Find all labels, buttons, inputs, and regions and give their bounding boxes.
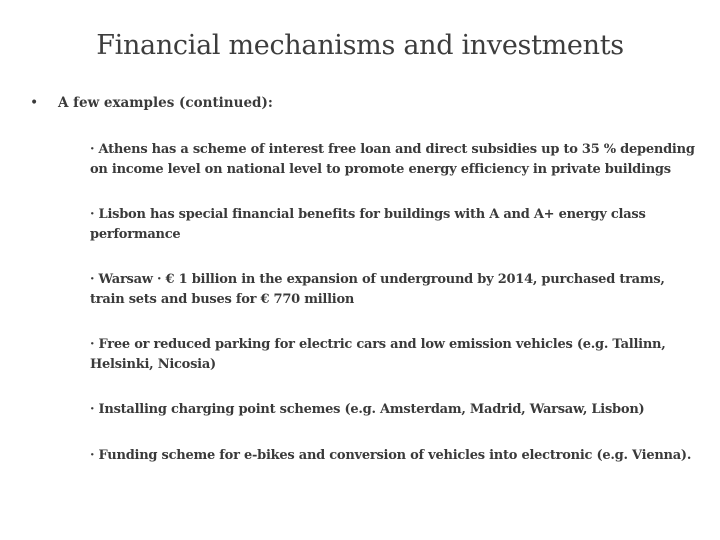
list-item-lisbon: · Lisbon has special financial benefits for buildings with A and A+ energy class performance <box>90 207 646 242</box>
top-bullet <box>30 95 273 111</box>
example-list <box>90 140 700 465</box>
list-item-parking: · Free or reduced parking for electric cars and low emission vehicles (e.g. Tallinn, Helsinki, Nicosia) <box>90 337 666 372</box>
list-item-charging: · Installing charging point schemes (e.g. Amsterdam, Madrid, Warsaw, Lisbon) <box>90 402 645 417</box>
list-item-warsaw: · Warsaw · € 1 billion in the expansion of underground by 2014, purchased trams, train sets and buses for € 770 million <box>90 272 665 307</box>
bullet-icon: • <box>30 95 39 111</box>
list-item-athens: · Athens has a scheme of interest free loan and direct subsidies up to 35 % depending on income level on national level to promote energy efficiency in private buildings <box>90 142 695 177</box>
list-item-ebikes: · Funding scheme for e-bikes and conversion of vehicles into electronic (e.g. Vienna). <box>90 447 692 463</box>
slide-title: Financial mechanisms and investments <box>96 30 624 61</box>
top-bullet-text: A few examples (continued): <box>58 95 273 111</box>
